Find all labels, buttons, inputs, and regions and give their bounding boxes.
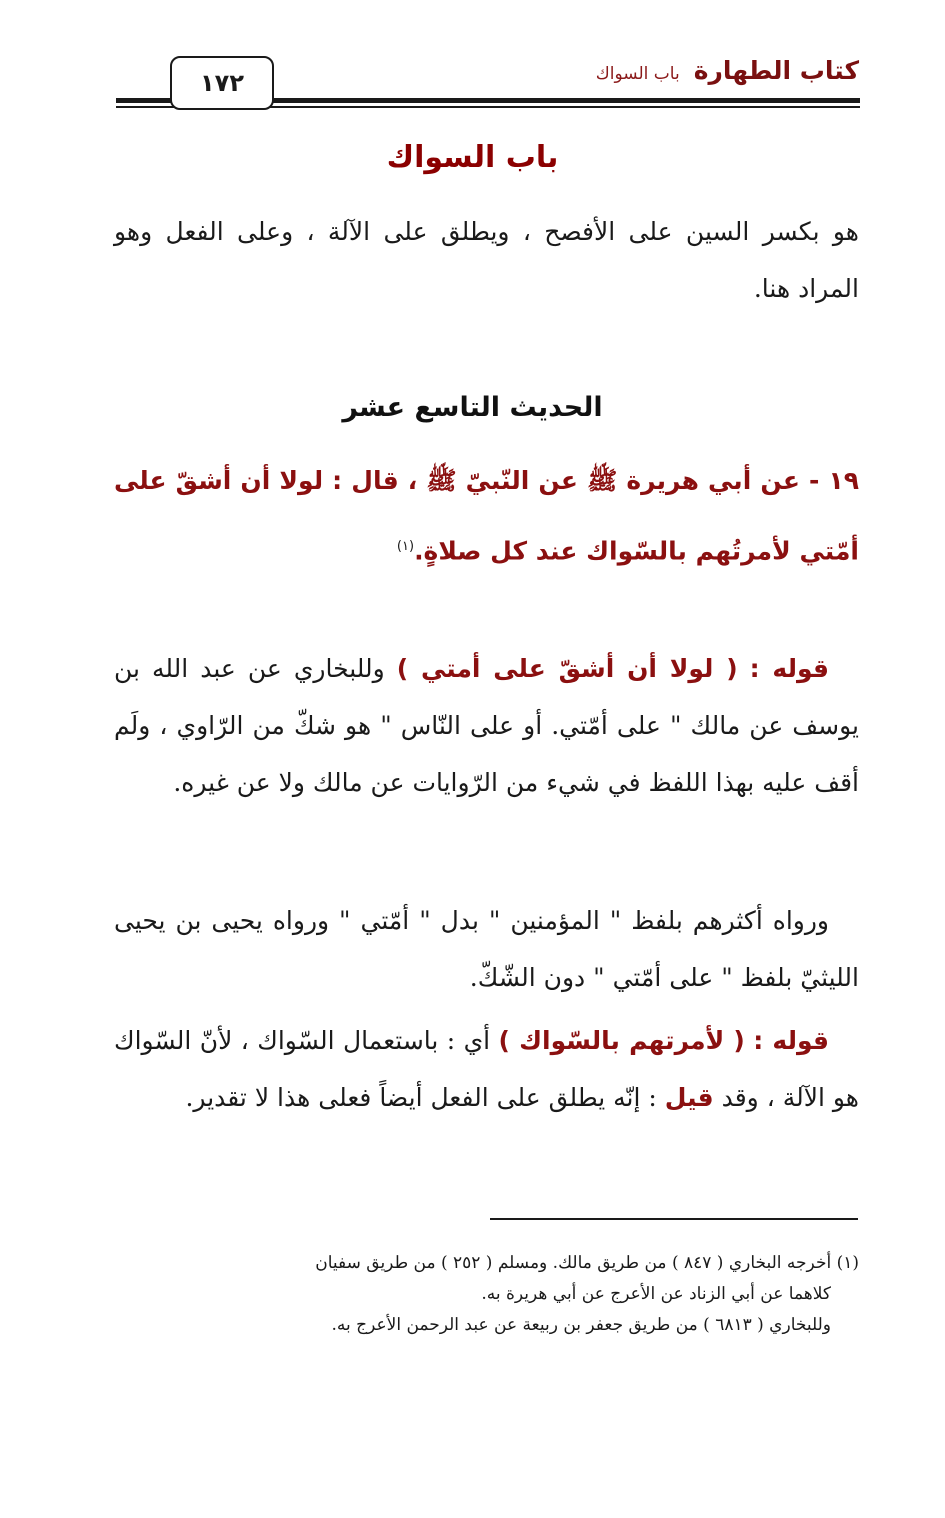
chapter-name: باب السواك	[595, 64, 680, 84]
page-number: ١٧٢	[170, 56, 274, 110]
section-title: باب السواك	[386, 140, 559, 175]
commentary-quote: ( لولا أن أشقّ على أمتي )	[396, 654, 738, 683]
commentary-text: أي : باستعمال السّواك ، لأنّ السّواك هو الآلة ، وقد	[114, 1026, 859, 1112]
commentary-highlight: قيل	[664, 1083, 714, 1112]
footnote-line: (١) أخرجه البخاري ( ٨٤٧ ) من طريق مالك. ومسلم ( ٢٥٢ ) من طريق سفيان	[315, 1253, 859, 1273]
commentary-label: قوله :	[749, 654, 829, 683]
running-header	[596, 56, 859, 85]
hadith-heading: الحديث التاسع عشر	[342, 392, 603, 423]
book-title: كتاب الطهارة	[693, 56, 859, 85]
commentary-label: قوله :	[753, 1026, 829, 1055]
commentary-quote: ( لأمرتهم بالسّواك )	[498, 1026, 745, 1055]
commentary-paragraph-2: ورواه أكثرهم بلفظ " المؤمنين " بدل " أمّتي " ورواه يحيى بن يحيى الليثيّ بلفظ " على أمّتي " دون الشّكّ.	[114, 906, 859, 992]
footnote-ref: (١)	[396, 539, 415, 554]
commentary-paragraph-3	[114, 1012, 859, 1126]
commentary-text: : إنّه يطلق على الفعل أيضاً فعلى هذا لا تقدير.	[185, 1083, 657, 1112]
footnotes	[114, 1248, 859, 1341]
hadith-body: ١٩ - عن أبي هريرة ﷺ عن النّبيّ ﷺ ، قال : لولا أن أشقّ على أمّتي لأمرتُهم بالسّواك عند كل صلاةٍ.	[114, 466, 859, 566]
commentary-paragraph-1	[114, 640, 859, 811]
commentary-text: وللبخاري عن عبد الله بن يوسف عن مالك " على أمّتي. أو على النّاس " هو شكّ من الرّاوي ، ولَم أقف عليه بهذا اللفظ في شيء من الرّوايات عن مالك ولا عن غيره.	[114, 654, 859, 797]
footnote-line: وللبخاري ( ٦٨١٣ ) من طريق جعفر بن ربيعة عن عبد الرحمن الأعرج به.	[331, 1315, 831, 1335]
footnote-separator	[490, 1218, 858, 1220]
hadith-text	[114, 448, 859, 584]
footnote-line: كلاهما عن أبي الزناد عن الأعرج عن أبي هريرة به.	[481, 1284, 831, 1304]
intro-paragraph: هو بكسر السين على الأفصح ، ويطلق على الآلة ، وعلى الفعل وهو المراد هنا.	[114, 217, 859, 303]
